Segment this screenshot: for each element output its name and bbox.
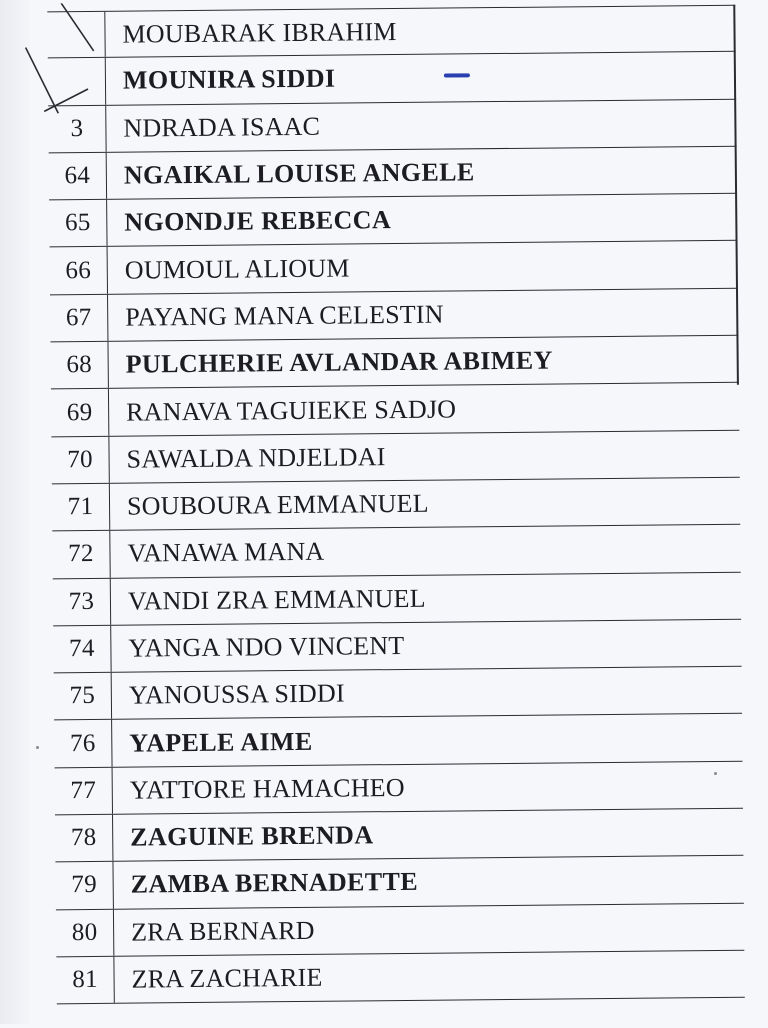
row-name: ZRA BERNARD [130,915,315,947]
row-number: 67 [50,295,108,342]
table-row [50,241,738,295]
table-row [48,99,736,153]
table-row [51,383,739,437]
row-number: 64 [49,153,107,200]
row-name: NDRADA ISAAC [123,111,321,143]
row-number: 81 [56,957,114,1004]
row-name: OUMOUL ALIOUM [124,253,350,285]
row-name: YANGA NDO VINCENT [128,630,405,663]
row-name: ZAGUINE BRENDA [130,820,374,852]
row-number: 69 [51,389,109,436]
row-name: MOUNIRA SIDDI [122,64,336,96]
row-number: 70 [51,436,109,483]
table-row [50,336,738,390]
row-name: NGONDJE REBECCA [124,205,392,237]
table-row [55,761,743,815]
row-name: VANDI ZRA EMMANUEL [127,583,426,616]
table-row [53,620,741,674]
row-number: 66 [50,247,108,294]
row-number: 78 [55,815,113,862]
row-name: YATTORE HAMACHEO [129,772,405,805]
row-name: RANAVA TAGUIEKE SADJO [126,393,457,427]
row-number: 71 [52,484,110,531]
row-name: ZAMBA BERNADETTE [130,867,419,900]
table-row [49,147,737,201]
row-number: 65 [49,200,107,247]
row-name: PAYANG MANA CELESTIN [125,299,444,332]
row-number [47,12,105,58]
table-row [47,5,735,59]
row-name: YAPELE AIME [129,726,313,758]
table-row [49,194,737,248]
table-row [54,714,742,768]
table-row [51,430,739,484]
row-number: 68 [50,342,108,389]
row-number: 3 [48,105,106,152]
paper-speck [36,746,39,749]
row-name: YANOUSSA SIDDI [128,678,345,710]
table-row [54,667,742,721]
row-number [48,58,106,105]
row-number: 73 [53,578,111,625]
blue-pen-mark [444,73,470,77]
paper-speck [714,772,717,775]
row-name: ZRA ZACHARIE [131,962,323,994]
table-row [52,478,740,532]
row-name: SOUBOURA EMMANUEL [126,488,429,521]
row-number: 72 [52,531,110,578]
table-row [56,903,744,957]
table-row [55,809,743,863]
row-name: VANAWA MANA [127,537,325,569]
row-number: 76 [54,720,112,767]
row-name: PULCHERIE AVLANDAR ABIMEY [125,345,553,379]
row-name: MOUBARAK IBRAHIM [122,16,397,49]
table-row [53,572,741,626]
table-row [52,525,740,579]
row-name: NGAIKAL LOUISE ANGELE [123,157,475,190]
table-row [50,289,738,343]
row-number: 74 [53,626,111,673]
name-list-table [47,5,745,1005]
row-number: 77 [55,768,113,815]
row-number: 79 [55,862,113,909]
row-name: SAWALDA NDJELDAI [126,441,386,474]
table-row [55,856,743,910]
table-row [48,52,736,106]
table-row [56,951,744,1005]
row-number: 80 [56,909,114,956]
row-number: 75 [54,673,112,720]
